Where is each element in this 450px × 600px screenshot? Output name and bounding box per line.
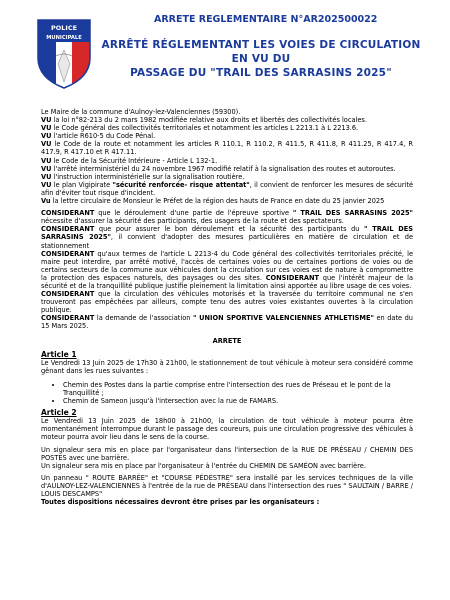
vu-text: le Code général des collectivités territoriales et notamment les articles L 2213.1 à L 2213.6. [51, 124, 359, 133]
vu-label: VU [41, 156, 52, 165]
svg-text:POLICE: POLICE [50, 24, 78, 32]
vu-item [41, 140, 413, 156]
article-1-title: Article 1 [41, 349, 77, 359]
vu-text: la loi n°82-213 du 2 mars 1982 modifiée relative aux droits et libertés des collectivités locales. [51, 116, 367, 125]
vu-text: l'arrêté interministériel du 24 novembre 1967 modifié relatif à la signalisation des routes et autoroutes. [51, 164, 396, 173]
vu-label: VU [41, 124, 52, 133]
considerant-5: CONSIDERANT la demande de l'association " UNION SPORTIVE VALENCIENNES ATHLETISME" en date du 15 Mars 2025. [41, 314, 413, 331]
vu-label: VU [41, 140, 52, 149]
vu-label: VU [41, 132, 52, 141]
vu-label: VU [41, 180, 52, 189]
title-line-1: ARRÊTÉ RÉGLEMENTANT LES VOIES DE CIRCULATION EN VU DU [101, 39, 421, 65]
list-item: • Chemin de Sameon jusqu'à l'intersection avec la rue de FAMARS. [63, 397, 413, 405]
vu-item [41, 116, 413, 124]
article-2-panneau: Un panneau " ROUTE BARRÉE" et "COURSE PÉDESTRE" sera installé par les services techniques de la ville d'AULNOY-LEZ-VALENCIENNES à l'entrée de la rue de PRÉSEAU dans l'intersection des rues " SAULTAIN / BARRE / LOUIS DESCAMPS" [41, 473, 413, 499]
vu-label: VU [41, 172, 52, 181]
vu-text: le Code de la route et notamment les articles R 110.1, R 110.2, R 411.5, R 411.8, R 411.25, R 417.4, R 417.9, R 417.10 et R 417.11. [41, 140, 413, 157]
vu-item [41, 165, 413, 173]
considerant-1: CONSIDERANT que le déroulement d'une partie de l'épreuve sportive " TRAIL DES SARRASINS 2025" nécessite d'assurer la sécurité des participants, des usagers de la route et des spectateurs. [41, 209, 413, 226]
article-2-title: Article 2 [41, 408, 77, 418]
title-line-2: PASSAGE DU "TRAIL DES SARRASINS 2025" [130, 67, 392, 79]
vu-text: l'article R610-5 du Code Pénal. [51, 132, 156, 141]
maire-line: Le Maire de la commune d'Aulnoy-lez-Valenciennes (59300). [41, 108, 241, 116]
svg-text:MUNICIPALE: MUNICIPALE [46, 35, 82, 41]
vu-label: Vu [41, 197, 51, 206]
arrete-heading: ARRETE [212, 336, 242, 345]
article-2-signaleur-1: Un signaleur sera mis en place par l'organisateur dans l'intersection de la RUE DE PRÉSEAU / CHEMIN DES POSTES avec une barrière. [41, 445, 413, 462]
vu-lettre: Vu la lettre circulaire de Monsieur le Préfet de la région des hauts de France en date du 25 janvier 2025 [41, 197, 385, 206]
article-1-list [41, 381, 413, 405]
article-1-text: Le Vendredi 13 Juin 2025 de 17h30 à 21h00, le stationnement de tout véhicule à moteur sera considéré comme gênant dans les rues suivantes : [41, 358, 413, 375]
article-2-text: Le Vendredi 13 Juin 2025 de 18h00 à 21h00, la circulation de tout véhicule à moteur pourra être momentanément interrompue durant le passage des coureurs, puis une circulation progressive des véhicules à moteur pourra avoir lieu dans le sens de la course. [41, 417, 413, 442]
police-municipale-logo [34, 12, 94, 92]
document-header [34, 12, 421, 100]
vu-item [41, 124, 413, 132]
document-body [41, 108, 413, 506]
considerant-3: CONSIDERANT qu'aux termes de l'article L 2213-4 du Code général des collectivités territoriales précité, le maire peut interdire, par arrêté motivé, l'accès de certaines voies ou de certaines portions de voies ou de certains secteurs de la commune aux véhicules dont la circulation sur ces voies est de nature à compromettre la protection des espaces naturels, des paysages ou des sites. CONSIDERANT que l'intérêt majeur de la sécurité et de la tranquillité publique justifie pleinement la limitation ainsi apportée au libre usage de ces voies. [41, 249, 413, 290]
arrete-number: ARRETE REGLEMENTAIRE N°AR202500022 [154, 14, 378, 25]
vu-item [41, 173, 413, 181]
vu-item [41, 132, 413, 140]
vu-item [41, 157, 413, 165]
article-2-final: Toutes dispositions nécessaires devront être prises par les organisateurs : [41, 498, 320, 507]
considerant-2: CONSIDERANT que pour assurer le bon déroulement et la sécurité des participants du " TRAIL DES SARRASINS 2025", il convient d'adopter des mesures particulières en matière de circulation et de stationnement [41, 225, 414, 250]
list-item: • Chemin des Postes dans la partie comprise entre l'intersection des rues de Préseau et le pont de la Tranquillité ; [63, 381, 413, 397]
vigipirate-level: "sécurité renforcée- risque attentat" [112, 180, 250, 189]
article-2-signaleur-2: Un signaleur sera mis en place par l'organisateur à l'entrée du CHEMIN DE SAMÉON avec barrière. [41, 461, 366, 470]
document-title [96, 38, 426, 80]
considerant-4: CONSIDERANT que la circulation des véhicules motorisés et la traversée du territoire communal ne s'en trouveront pas empêchées par ailleurs, compte tenu des autres voies existantes ouvertes à la circulation publique. [41, 290, 413, 315]
vu-label: VU [41, 116, 52, 125]
vu-text: l'instruction interministérielle sur la signalisation routière. [51, 172, 245, 181]
vu-label: VU [41, 164, 52, 173]
vu-text: le Code de la Sécurité Intérieure - Article L 132-1. [51, 156, 218, 165]
vu-vigipirate: VU le plan Vigipirate "sécurité renforcée- risque attentat", il convient de renforcer les mesures de sécurité afin d'éviter tout risque d'incident. [41, 180, 414, 197]
